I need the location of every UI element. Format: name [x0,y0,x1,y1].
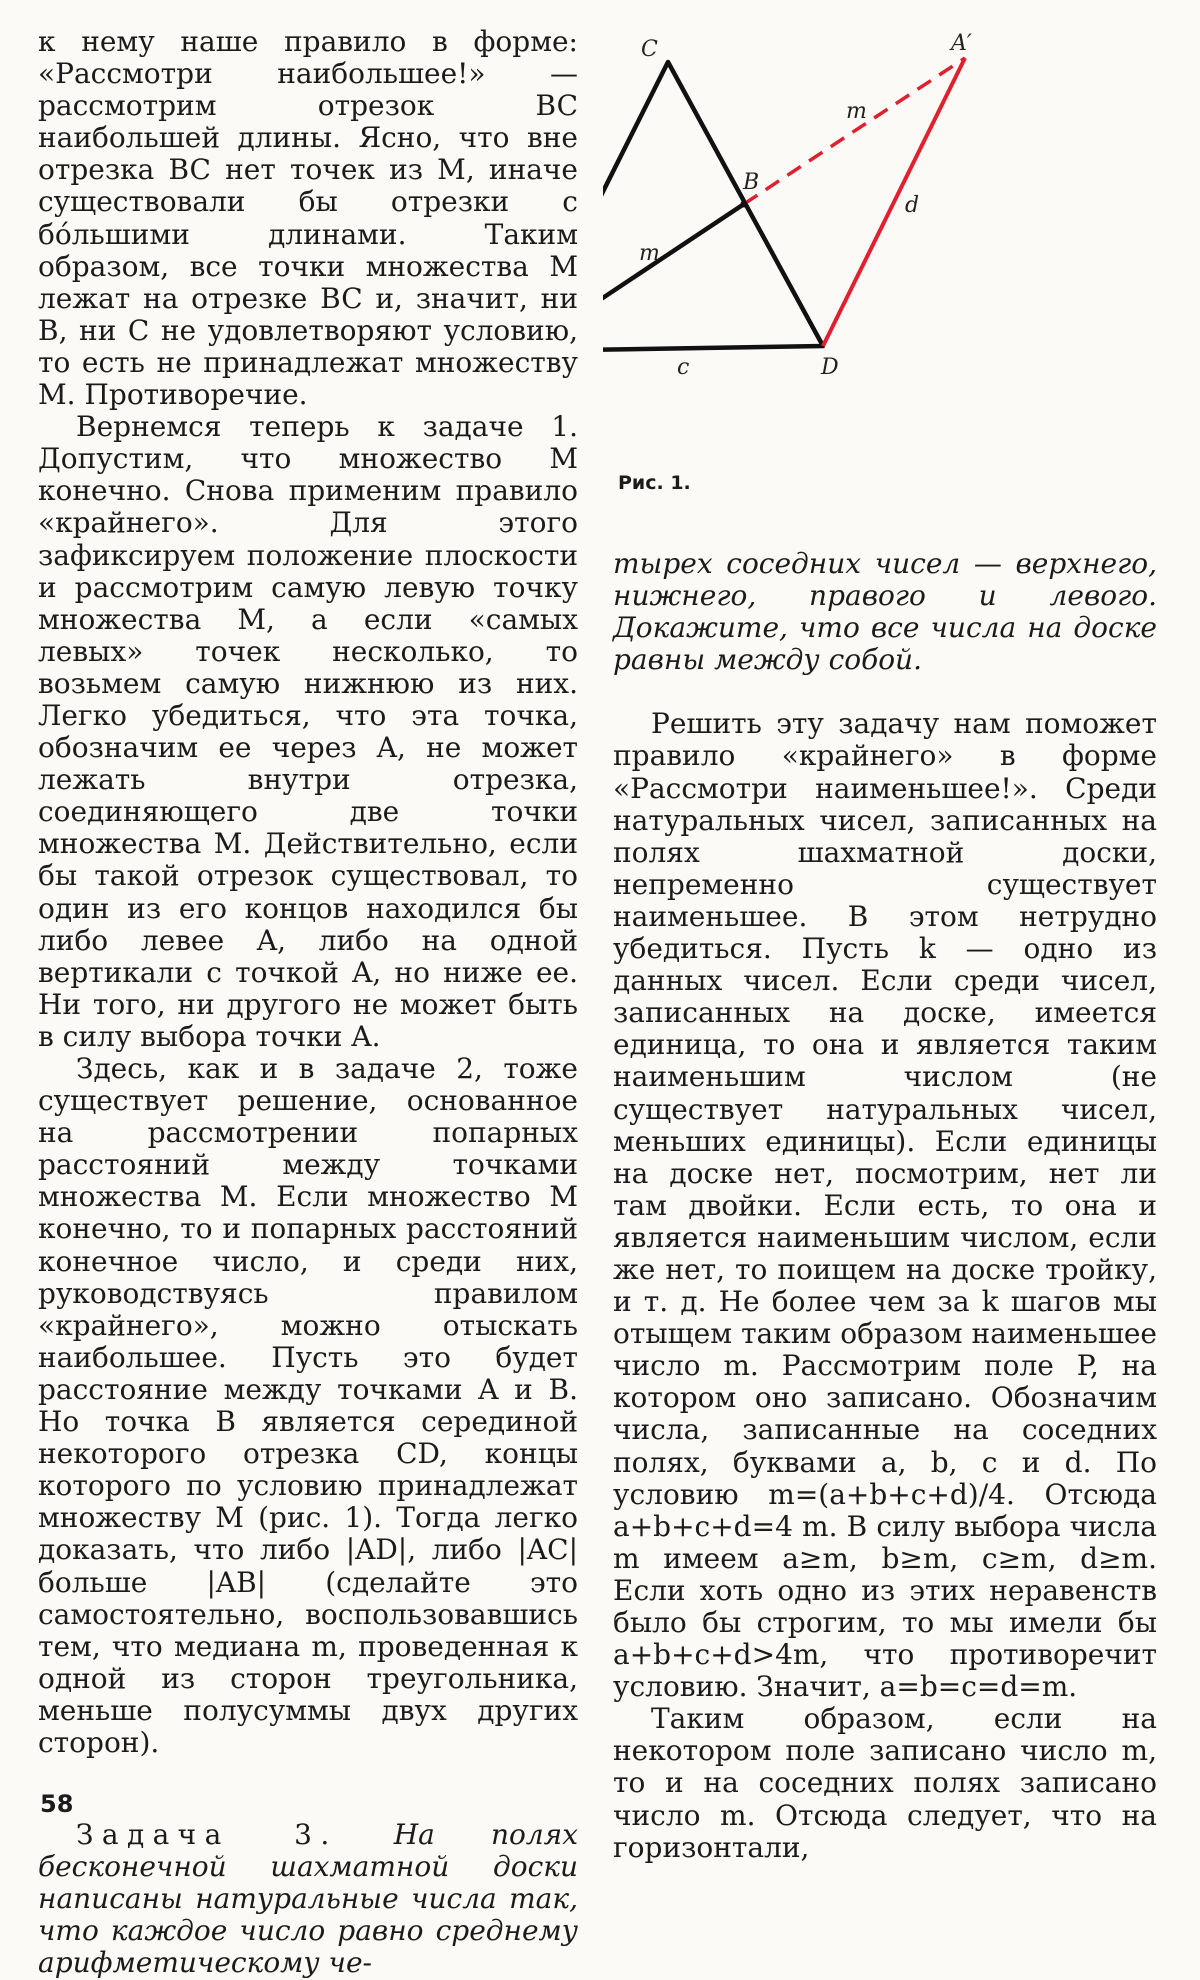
figure-1 [603,26,1163,446]
label-point-c: C [641,37,658,62]
label-point-d: D [821,355,839,380]
label-point-b: B [743,170,760,195]
page-number: 58 [40,1790,74,1818]
figure-caption: Рис. 1. [618,472,691,494]
problem-3-text-left: На полях бесконечной шахматной доски написаны натуральные числа так, что каждое число равно среднему арифметическому че- [38,1818,578,1980]
problem-3-text-continued: тырех соседних чисел — верхнего, нижнего, правого и левого. Докажите, что все числа на доске равны между собой. [613,547,1157,677]
problem-3-label: Задача 3. [76,1818,338,1852]
label-red-d: d [905,193,920,218]
point-b-dot [741,201,748,208]
label-point-a-prime: A′ [951,31,972,56]
median-ab [603,204,744,351]
label-base-c: c [677,355,690,380]
paragraph-left-2: Вернемся теперь к задаче 1. Допустим, что множество M конечно. Снова применим правило «крайнего». Для этого зафиксируем положение плоскости и рассмотрим самую левую точку множества M, а если «самых левых» точек несколько, то возьмем самую нижнюю из них. Легко убедиться, что эта точка, обозначим ее через A, не может лежать внутри отрезка, соединяющего две точки множества M. Действительно, если бы такой отрезок существовал, то один из его концов находился бы либо левее A, либо на одной вертикали с точкой A, но ниже ее. Ни того, ни другого не может быть в силу выбора точки A. [38,410,578,1053]
triangle-acd [603,62,823,351]
right-column [613,548,1157,1864]
label-dashed-m: m [846,99,867,124]
segment-a-prime-d [823,58,965,346]
label-median-m: m [639,241,660,266]
extension-ba-prime [744,58,965,204]
problem-3-statement [38,1819,578,1979]
paragraph-left-1: к нему наше правило в форме: «Рассмотри наибольшее!» — рассмотрим отрезок BC наибольшей длины. Ясно, что вне отрезка BC нет точек из M, иначе существовали бы отрезки с бóльшими длинами. Таким образом, все точки множества M лежат на отрезке BC и, значит, ни B, ни C не удовлетворяют условию, то есть не принадлежат множеству M. Противоречие. [38,25,578,412]
paragraph-right-1: Решить эту задачу нам поможет правило «крайнего» в форме «Рассмотри наименьшее!». Среди натуральных чисел, записанных на полях шахматной доски, непременно существует наименьшее. В этом нетрудно убедиться. Пусть k — одно из данных чисел. Если среди чисел, записанных на доске, имеется единица, то она и является таким наименьшим числом (не существует натуральных чисел, меньших единицы). Если единицы на доске нет, посмотрим, нет ли там двойки. Если есть, то она и является наименьшим числом, если же нет, то поищем на доске тройку, и т. д. Не более чем за k шагов мы отыщем таким образом наименьшее число m. Рассмотрим поле P, на котором оно записано. Обозначим числа, записанные на соседних полях, буквами a, b, c и d. По условию m=(a+b+c+d)/4. Отсюда a+b+c+d=4 m. В силу выбора числа m имеем a≥m, b≥m, c≥m, d≥m. Если хоть одно из этих неравенств было бы строгим, то мы имели бы a+b+c+d>4m, что противоречит условию. Значит, a=b=c=d=m. [613,707,1157,1704]
paragraph-left-3: Здесь, как и в задаче 2, тоже существует решение, основанное на рассмотрении попарных расстояний между точками множества M. Если множество M конечно, то и попарных расстояний конечное число, и среди них, руководствуясь правилом «крайнего», можно отыскать наибольшее. Пусть это будет расстояние между точками A и B. Но точка B является серединой некоторого отрезка CD, концы которого по условию принадлежат множеству M (рис. 1). Тогда легко доказать, что либо |AD|, либо |AC| больше |AB| (сделайте это самостоятельно, воспользовавшись тем, что медиана m, проведенная к одной из сторон треугольника, меньше полусуммы двух других сторон). [38,1052,578,1759]
paragraph-right-2: Таким образом, если на некотором поле записано число m, то и на соседних полях записано число m. Отсюда следует, что на горизонтали, [613,1702,1157,1864]
left-column [38,26,578,1980]
